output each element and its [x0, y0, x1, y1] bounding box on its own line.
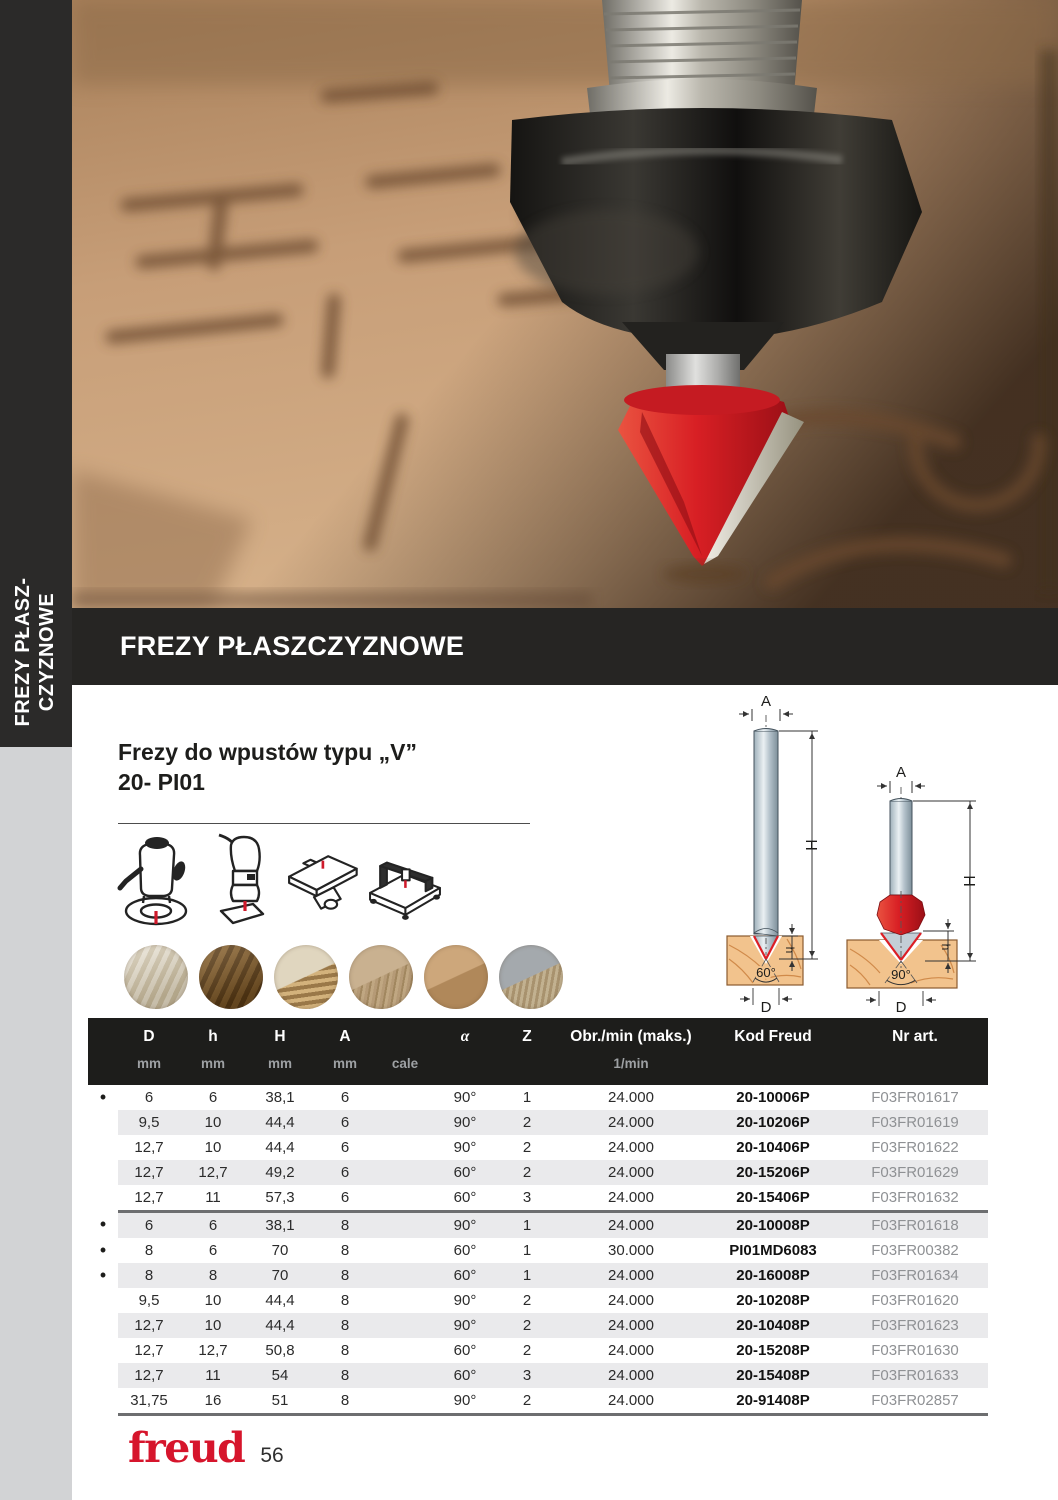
cell-cale: [376, 1338, 434, 1363]
table-row: [88, 1313, 988, 1338]
cell-alpha: 90°: [434, 1110, 496, 1135]
unit-z: [496, 1056, 558, 1085]
cell-z: 3: [522, 1189, 532, 1206]
svg-text:90°: 90°: [891, 967, 911, 982]
unit-h: mm: [180, 1056, 246, 1085]
cell-kod: 20-10406P: [736, 1139, 810, 1156]
svg-text:60°: 60°: [756, 965, 776, 980]
cell-d: 8: [144, 1242, 154, 1259]
cell-d: 6: [118, 1212, 180, 1239]
cell-a: 8: [314, 1313, 376, 1338]
cell-hh: 57,3: [265, 1189, 295, 1206]
table-body: [88, 1085, 988, 1415]
col-header-kod: Kod Freud: [704, 1018, 842, 1056]
cell-hh: 44,4: [265, 1139, 295, 1156]
cell-h: 10: [204, 1139, 222, 1156]
row-bullet: [88, 1288, 118, 1313]
cell-d: 12,7: [118, 1313, 180, 1338]
cell-z: 2: [496, 1313, 558, 1338]
cell-alpha: 60°: [453, 1189, 477, 1206]
cell-a: 8: [314, 1388, 376, 1415]
chipboard-icon: [349, 945, 413, 1009]
col-header-hh: H: [246, 1018, 314, 1056]
cell-h: 16: [180, 1388, 246, 1415]
table-row: [88, 1363, 988, 1388]
row-bullet: [88, 1363, 118, 1388]
side-tab-black: [0, 0, 72, 747]
cell-cale: [376, 1110, 434, 1135]
mdf-icon: [424, 945, 488, 1009]
cell-z: 2: [496, 1110, 558, 1135]
svg-text:A: A: [895, 764, 907, 781]
col-header-a: A: [314, 1018, 376, 1056]
cell-kod: 20-15406P: [736, 1189, 810, 1206]
cell-cale: [376, 1238, 434, 1263]
trim-router-icon: [199, 831, 279, 933]
title-rule: [118, 823, 530, 824]
cell-nr: F03FR01634: [842, 1263, 988, 1288]
router-table-icon: [282, 831, 362, 933]
laminated-board-icon: [499, 945, 563, 1009]
cell-rpm: 24.000: [558, 1313, 704, 1338]
cell-d: 12,7: [118, 1160, 180, 1185]
cell-nr: F03FR01633: [842, 1363, 988, 1388]
table-row: [88, 1185, 988, 1212]
unit-a: mm: [314, 1056, 376, 1085]
page-number: 56: [260, 1444, 284, 1467]
table-row: [88, 1085, 988, 1110]
row-bullet: [88, 1135, 118, 1160]
row-bullet: •: [88, 1263, 118, 1288]
cell-alpha: 60°: [434, 1160, 496, 1185]
cell-z: 2: [522, 1342, 532, 1359]
col-header-d: D: [118, 1018, 180, 1056]
cell-hh: 70: [271, 1242, 289, 1259]
unit-nr: [842, 1056, 988, 1085]
cell-rpm: 24.000: [608, 1292, 654, 1309]
cell-nr: F03FR01623: [842, 1313, 988, 1338]
col-header-alpha: α: [434, 1018, 496, 1056]
side-tab-line1: FREZY PŁASZ-: [12, 577, 34, 727]
cell-rpm: 30.000: [608, 1242, 654, 1259]
spec-table-header: [88, 1018, 988, 1085]
table-row: [88, 1288, 988, 1313]
v-bit-90-diagram: [845, 763, 1035, 1013]
row-bullet: [88, 1110, 118, 1135]
softwood-icon: [124, 945, 188, 1009]
row-bullet: [88, 1313, 118, 1338]
cell-z: 3: [496, 1363, 558, 1388]
cell-alpha: 60°: [453, 1342, 477, 1359]
freud-logo: freud: [128, 1424, 245, 1472]
col-header-cale: [376, 1018, 434, 1056]
cell-a: 8: [314, 1263, 376, 1288]
cell-nr: F03FR01620: [871, 1292, 959, 1309]
cell-rpm: 24.000: [558, 1212, 704, 1239]
cell-h: 12,7: [198, 1342, 228, 1359]
cell-d: 9,5: [118, 1110, 180, 1135]
cell-kod: 20-15408P: [704, 1363, 842, 1388]
cell-d: 6: [144, 1089, 154, 1106]
cell-nr: F03FR01618: [842, 1212, 988, 1239]
cell-kod: 20-15208P: [736, 1342, 810, 1359]
cell-cale: [376, 1363, 434, 1388]
plywood-icon: [274, 945, 338, 1009]
cell-h: 6: [180, 1212, 246, 1239]
cell-nr: F03FR02857: [842, 1388, 988, 1415]
side-tab: [0, 0, 72, 1500]
cell-h: 6: [208, 1089, 218, 1106]
cell-hh: 51: [246, 1388, 314, 1415]
product-family-title: [118, 737, 417, 797]
cell-cale: [376, 1212, 434, 1239]
cnc-machine-icon: [365, 831, 445, 933]
cnc-router-photo: [72, 0, 1058, 608]
cell-a: 6: [314, 1160, 376, 1185]
svg-text:H: H: [960, 875, 977, 887]
svg-text:D: D: [895, 999, 907, 1013]
cell-kod: 20-15206P: [704, 1160, 842, 1185]
cell-z: 2: [522, 1292, 532, 1309]
cell-h: 6: [208, 1242, 218, 1259]
row-bullet: [88, 1388, 118, 1415]
unit-hh: mm: [246, 1056, 314, 1085]
cell-a: 8: [314, 1212, 376, 1239]
cell-z: 2: [522, 1139, 532, 1156]
row-bullet: •: [88, 1085, 118, 1110]
table-row: [88, 1110, 988, 1135]
cell-cale: [376, 1388, 434, 1415]
cell-a: 6: [340, 1089, 350, 1106]
cell-rpm: 24.000: [608, 1139, 654, 1156]
cell-rpm: 24.000: [608, 1189, 654, 1206]
cell-d: 12,7: [134, 1342, 164, 1359]
table-row: [88, 1135, 988, 1160]
cell-nr: F03FR01629: [842, 1160, 988, 1185]
unit-alpha: [434, 1056, 496, 1085]
row-bullet: [88, 1160, 118, 1185]
cell-alpha: 60°: [434, 1363, 496, 1388]
plunge-router-icon: [116, 831, 196, 933]
cell-rpm: 24.000: [558, 1110, 704, 1135]
cell-hh: 44,4: [246, 1313, 314, 1338]
row-bullet: •: [88, 1238, 118, 1263]
col-header-rpm: Obr./min (maks.): [558, 1018, 704, 1056]
cell-alpha: 90°: [434, 1212, 496, 1239]
table-row: [88, 1212, 988, 1239]
cell-h: 10: [180, 1313, 246, 1338]
cell-h: 8: [180, 1263, 246, 1288]
material-icons-row: [124, 945, 563, 1009]
cell-h: 11: [205, 1189, 221, 1206]
cell-cale: [376, 1160, 434, 1185]
cell-d: 31,75: [118, 1388, 180, 1415]
cell-kod: 20-10206P: [704, 1110, 842, 1135]
cell-a: 8: [340, 1342, 350, 1359]
cell-nr: F03FR01619: [842, 1110, 988, 1135]
section-header-bar: [72, 608, 1058, 685]
hero-photo: [72, 0, 1058, 608]
row-bullet: [88, 1338, 118, 1363]
side-tab-label: [11, 553, 61, 751]
svg-text:D: D: [760, 999, 772, 1013]
cell-alpha: 90°: [434, 1388, 496, 1415]
cell-cale: [376, 1185, 434, 1212]
cell-hh: 38,1: [246, 1212, 314, 1239]
v-bit-60-diagram: [695, 693, 825, 1013]
cell-rpm: 24.000: [558, 1388, 704, 1415]
cell-a: 6: [340, 1189, 350, 1206]
cell-rpm: 24.000: [558, 1363, 704, 1388]
side-tab-gray-strip: [0, 747, 72, 1500]
cell-hh: 70: [246, 1263, 314, 1288]
cell-kod: PI01MD6083: [729, 1242, 817, 1259]
unit-cale: cale: [376, 1056, 434, 1085]
cell-nr: F03FR00382: [871, 1242, 959, 1259]
svg-text:A: A: [760, 693, 772, 710]
cell-rpm: 24.000: [608, 1089, 654, 1106]
cell-d: 8: [118, 1263, 180, 1288]
cell-cale: [376, 1263, 434, 1288]
row-bullet: •: [88, 1212, 118, 1239]
cell-rpm: 24.000: [558, 1160, 704, 1185]
cell-kod: 20-16008P: [704, 1263, 842, 1288]
col-header-z: Z: [496, 1018, 558, 1056]
bullet-column: [88, 1018, 118, 1085]
cell-a: 6: [340, 1139, 350, 1156]
table-row: [88, 1263, 988, 1288]
cell-cale: [376, 1288, 434, 1313]
cell-cale: [376, 1135, 434, 1160]
cell-h: 10: [180, 1110, 246, 1135]
cell-hh: 44,4: [265, 1292, 295, 1309]
cell-alpha: 90°: [453, 1139, 477, 1156]
cell-a: 8: [340, 1292, 350, 1309]
hardwood-icon: [199, 945, 263, 1009]
cell-d: 12,7: [134, 1189, 164, 1206]
cell-hh: 38,1: [265, 1089, 295, 1106]
row-bullet: [88, 1185, 118, 1212]
cell-alpha: 90°: [453, 1089, 477, 1106]
page-footer: [128, 1425, 284, 1471]
cell-a: 6: [314, 1110, 376, 1135]
col-header-nr: Nr art.: [842, 1018, 988, 1056]
cell-alpha: 90°: [453, 1292, 477, 1309]
table-row: [88, 1160, 988, 1185]
product-family-name: Frezy do wpustów typu „V”: [118, 739, 418, 765]
table-row: [88, 1338, 988, 1363]
cell-rpm: 24.000: [558, 1263, 704, 1288]
cell-kod: 20-10408P: [704, 1313, 842, 1338]
cell-hh: 54: [246, 1363, 314, 1388]
side-tab-line2: CZYZNOWE: [36, 592, 58, 712]
cell-h: 10: [204, 1292, 222, 1309]
col-header-h: h: [180, 1018, 246, 1056]
svg-text:h: h: [783, 946, 797, 954]
cell-kod: 20-10208P: [736, 1292, 810, 1309]
cell-a: 8: [314, 1363, 376, 1388]
unit-rpm: 1/min: [558, 1056, 704, 1085]
cell-z: 1: [496, 1212, 558, 1239]
unit-kod: [704, 1056, 842, 1085]
cell-z: 2: [496, 1160, 558, 1185]
cell-hh: 44,4: [246, 1110, 314, 1135]
cell-z: 1: [522, 1089, 532, 1106]
cell-a: 8: [340, 1242, 350, 1259]
spec-table: [88, 1018, 988, 1416]
product-family-code: 20- PI01: [118, 769, 205, 795]
cell-h: 11: [180, 1363, 246, 1388]
cell-d: 12,7: [118, 1363, 180, 1388]
cell-d: 9,5: [138, 1292, 160, 1309]
cell-alpha: 90°: [434, 1313, 496, 1338]
cell-h: 12,7: [180, 1160, 246, 1185]
cell-kod: 20-10006P: [736, 1089, 810, 1106]
cell-nr: F03FR01622: [871, 1139, 959, 1156]
cell-kod: 20-91408P: [704, 1388, 842, 1415]
cell-cale: [376, 1085, 434, 1110]
cell-nr: F03FR01630: [871, 1342, 959, 1359]
cell-rpm: 24.000: [608, 1342, 654, 1359]
cell-nr: F03FR01632: [871, 1189, 959, 1206]
machine-icons-row: [116, 831, 445, 933]
cell-d: 12,7: [134, 1139, 164, 1156]
cell-alpha: 60°: [434, 1263, 496, 1288]
cell-cale: [376, 1313, 434, 1338]
cell-hh: 50,8: [265, 1342, 295, 1359]
table-row: [88, 1388, 988, 1415]
cell-hh: 49,2: [246, 1160, 314, 1185]
cell-kod: 20-10008P: [704, 1212, 842, 1239]
unit-d: mm: [118, 1056, 180, 1085]
cell-z: 1: [522, 1242, 532, 1259]
content-area: [72, 685, 1058, 1500]
svg-text:H: H: [802, 839, 819, 851]
section-header-title: FREZY PŁASZCZYZNOWE: [120, 631, 465, 661]
cell-z: 2: [496, 1388, 558, 1415]
cell-nr: F03FR01617: [871, 1089, 959, 1106]
cell-alpha: 60°: [453, 1242, 477, 1259]
svg-text:h: h: [939, 943, 953, 951]
cell-z: 1: [496, 1263, 558, 1288]
table-row: [88, 1238, 988, 1263]
